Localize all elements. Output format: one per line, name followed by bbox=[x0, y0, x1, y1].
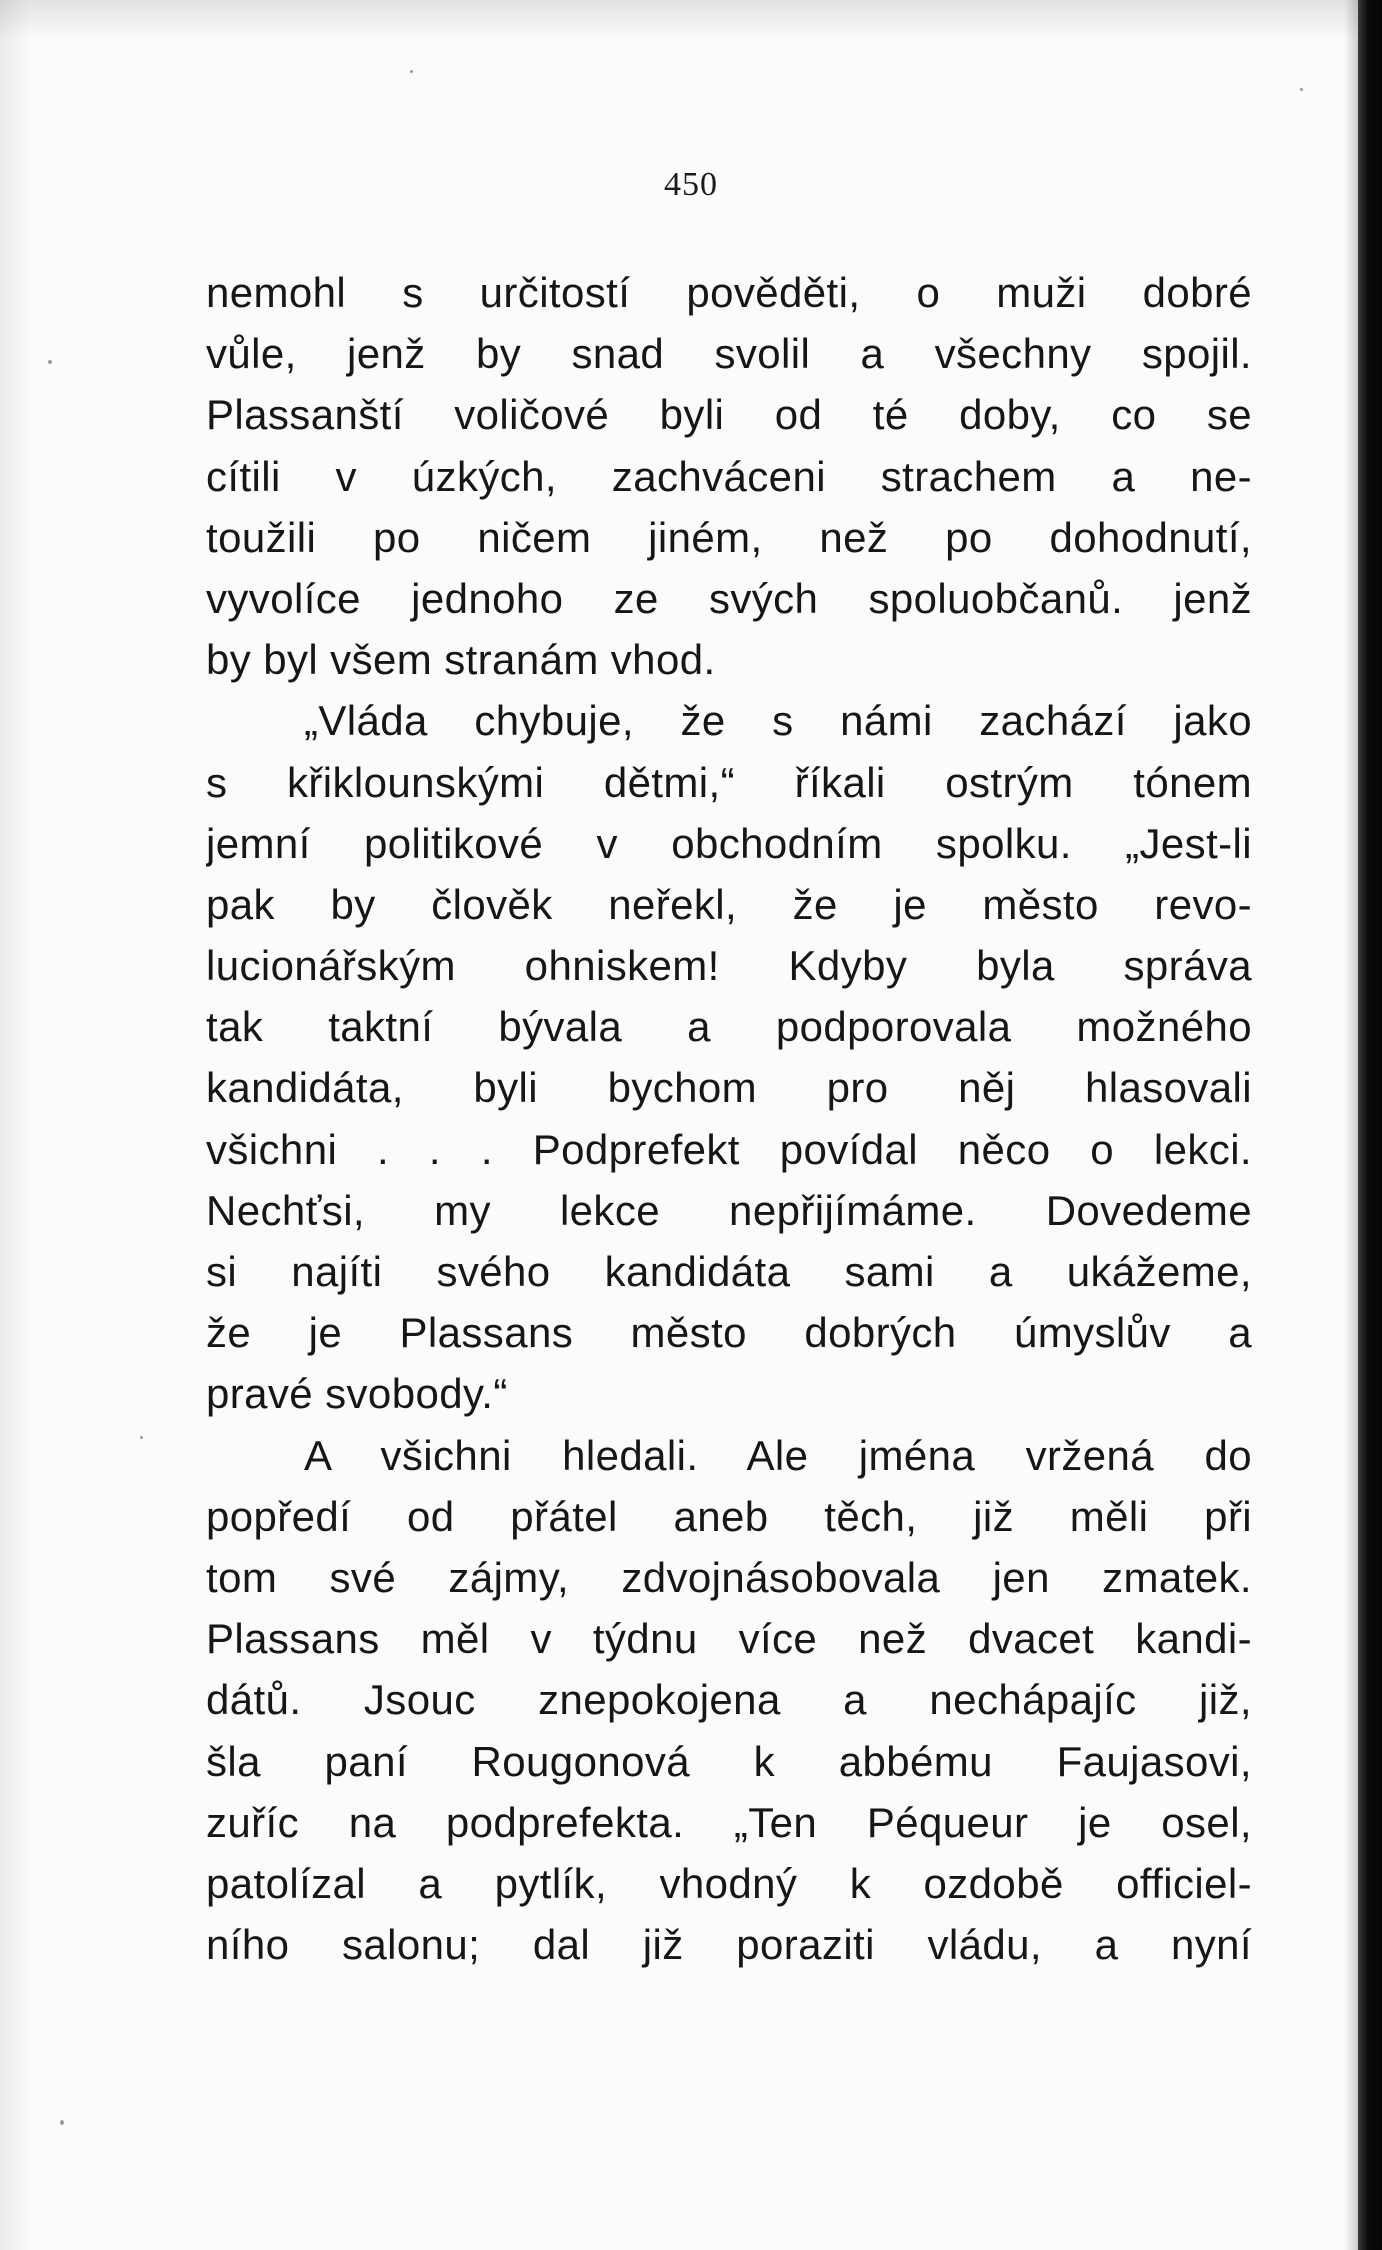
text-line: popředí od přátel aneb těch, již měli při bbox=[206, 1492, 1252, 1540]
text-line: tak taktní bývala a podporovala možného bbox=[206, 1003, 1252, 1051]
text-line: všichni . . . Podprefekt povídal něco o lekci. bbox=[206, 1125, 1252, 1173]
text-line: ního salonu; dal již poraziti vládu, a nyní bbox=[206, 1921, 1252, 1969]
text-line: kandidáta, byli bychom pro něj hlasovali bbox=[206, 1064, 1252, 1112]
text-line: jemní politikové v obchodním spolku. „Jest-li bbox=[206, 819, 1252, 867]
text-line: tom své zájmy, zdvojnásobovala jen zmatek. bbox=[206, 1553, 1252, 1601]
text-line: pak by člověk neřekl, že je město revo- bbox=[206, 880, 1252, 928]
text-line: nemohl s určitostí pověděti, o muži dobré bbox=[206, 269, 1252, 316]
text-line: Plassanští voličové byli od té doby, co se bbox=[206, 391, 1252, 439]
text-line: cítili v úzkých, zachváceni strachem a ne- bbox=[206, 452, 1252, 500]
text-line: vůle, jenž by snad svolil a všechny spojil. bbox=[206, 330, 1252, 378]
page-number: 450 bbox=[664, 166, 718, 203]
text-line: patolízal a pytlík, vhodný k ozdobě officiel- bbox=[206, 1859, 1252, 1907]
text-line: si najíti svého kandidáta sami a ukážeme, bbox=[206, 1248, 1252, 1295]
text-line: pravé svobody.“ bbox=[206, 1370, 508, 1418]
scan-speck bbox=[60, 2120, 64, 2125]
body-text bbox=[206, 262, 1252, 1975]
scan-top-shade bbox=[0, 0, 1382, 40]
text-line: Plassans měl v týdnu více než dvacet kandi- bbox=[206, 1615, 1252, 1663]
scan-left-shade bbox=[0, 0, 30, 2250]
text-line: vyvolíce jednoho ze svých spoluobčanů. jenž bbox=[206, 574, 1252, 622]
text-line: A všichni hledali. Ale jména vržená do bbox=[304, 1431, 1252, 1479]
text-line: „Vláda chybuje, že s námi zachází jako bbox=[304, 697, 1252, 745]
scan-speck bbox=[410, 70, 413, 73]
binding-shadow bbox=[1344, 0, 1358, 2250]
text-line: dátů. Jsouc znepokojena a nechápajíc již, bbox=[206, 1676, 1252, 1724]
text-line: s křiklounskými dětmi,“ říkali ostrým tónem bbox=[206, 758, 1252, 806]
text-line: Nechťsi, my lekce nepřijímáme. Dovedeme bbox=[206, 1186, 1252, 1234]
scan-speck bbox=[140, 1436, 143, 1439]
text-line: že je Plassans město dobrých úmyslův a bbox=[206, 1309, 1252, 1357]
text-line: by byl všem stranám vhod. bbox=[206, 636, 716, 684]
text-line: zuříc na podprefekta. „Ten Péqueur je osel, bbox=[206, 1798, 1252, 1846]
scan-speck bbox=[48, 360, 52, 364]
book-edge bbox=[1358, 0, 1382, 2250]
scan-speck bbox=[1300, 88, 1303, 91]
text-line: toužili po ničem jiném, než po dohodnutí, bbox=[206, 513, 1252, 561]
text-line: lucionářským ohniskem! Kdyby byla správa bbox=[206, 942, 1252, 990]
text-line: šla paní Rougonová k abbému Faujasovi, bbox=[206, 1737, 1252, 1785]
